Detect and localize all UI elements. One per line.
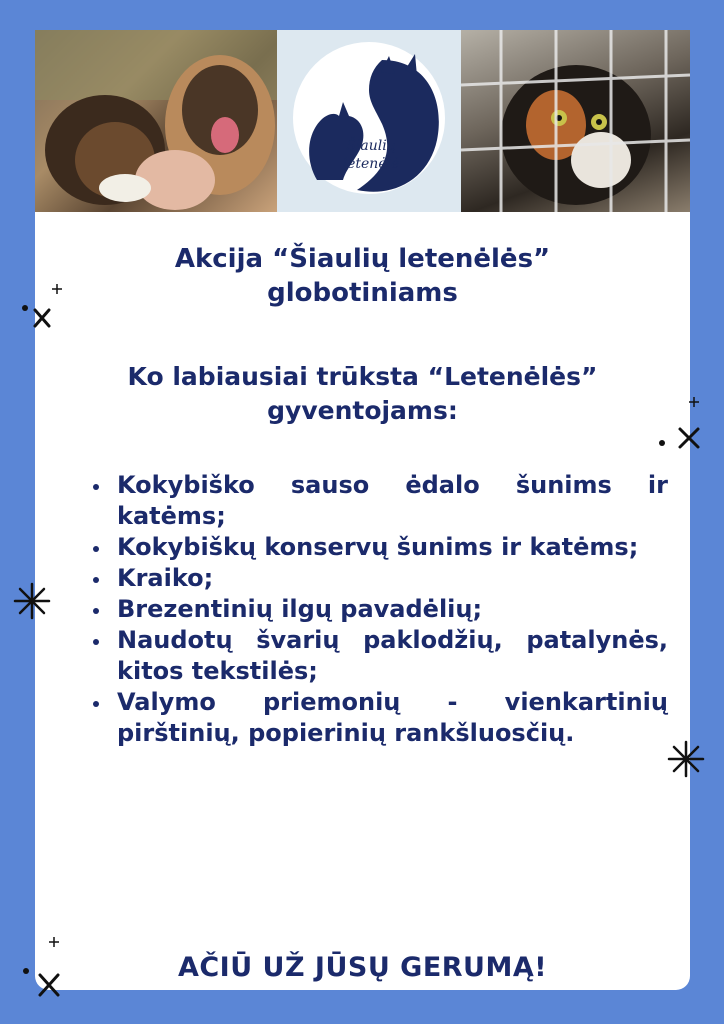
needs-list	[93, 470, 668, 749]
sparkle-icon	[650, 395, 710, 455]
campaign-title-line2: globotiniams	[267, 278, 458, 308]
sparkle-icon	[15, 280, 65, 340]
campaign-title-line1: Akcija “Šiaulių letenėlės”	[174, 244, 551, 274]
list-item: Brezentinių ilgų pavadėlių;	[93, 594, 668, 625]
list-item: Valymo priemonių - vienkartinių pirštinių, popierinių rankšluosčių.	[93, 687, 668, 749]
svg-text:Šiaulių: Šiaulių	[346, 138, 396, 154]
list-item: Kraiko;	[93, 563, 668, 594]
list-item: Naudotų švarių paklodžių, patalynės, kitos tekstilės;	[93, 625, 668, 687]
sparkle-icon	[8, 580, 58, 624]
needs-heading	[35, 360, 690, 428]
header-photos	[35, 30, 690, 212]
list-item: Kokybiško sauso ėdalo šunims ir katėms;	[93, 470, 668, 532]
sparkle-icon	[662, 738, 712, 782]
list-item: Kokybiškų konservų šunims ir katėms;	[93, 532, 668, 563]
thank-you-text: AČIŪ UŽ JŪSŲ GERUMĄ!	[177, 952, 548, 983]
logo-panel	[277, 30, 461, 212]
svg-text:letenėlė: letenėlė	[342, 156, 400, 172]
poster-card	[35, 30, 690, 990]
sparkle-icon	[20, 935, 80, 1005]
dogs-photo	[35, 30, 277, 212]
needs-heading-line2: gyventojams:	[267, 396, 458, 425]
siauliu-letenele-logo	[277, 30, 461, 212]
cat-photo	[461, 30, 690, 212]
campaign-title	[35, 242, 690, 310]
needs-heading-line1: Ko labiausiai trūksta “Letenėlės”	[127, 362, 598, 391]
